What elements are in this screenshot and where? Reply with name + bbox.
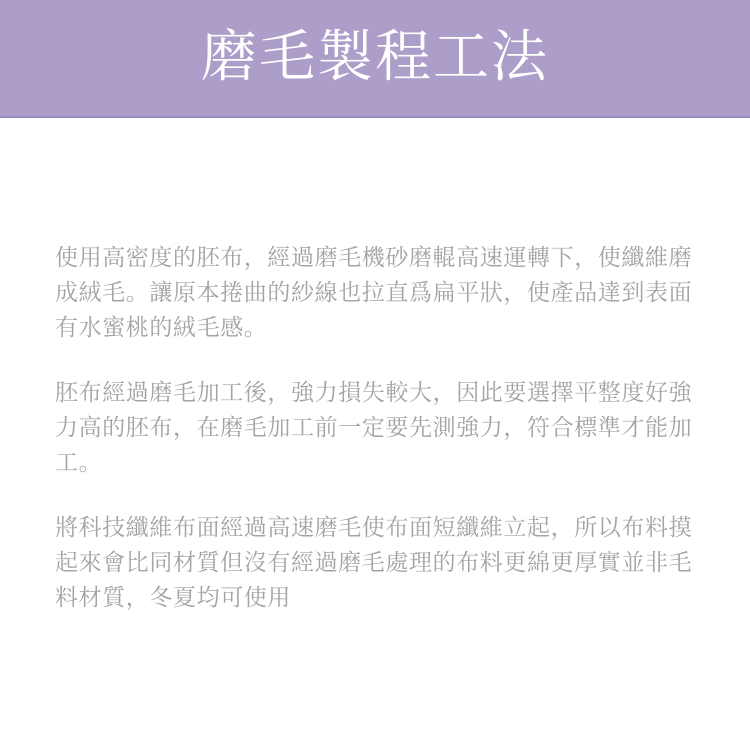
- description-body: [0, 118, 750, 615]
- paragraph-brushing-process: 使用高密度的胚布，經過磨毛機砂磨輥高速運轉下，使纖維磨成絨毛。讓原本捲曲的紗線也拉直爲扁平狀，使產品達到表面有水蜜桃的絨毛感。: [55, 244, 693, 340]
- page-title: 磨毛製程工法: [201, 27, 549, 89]
- paragraph-fabric-feel: 將科技纖維布面經過高速磨毛使布面短纖維立起，所以布料摸起來會比同材質但沒有經過磨毛處理的布料更綿更厚實並非毛料材質，冬夏均可使用: [55, 514, 693, 610]
- paragraph-strength-requirement: 胚布經過磨毛加工後，強力損失較大，因此要選擇平整度好強力高的胚布，在磨毛加工前一定要先測強力，符合標準才能加工。: [55, 379, 693, 475]
- header-band: [0, 0, 750, 118]
